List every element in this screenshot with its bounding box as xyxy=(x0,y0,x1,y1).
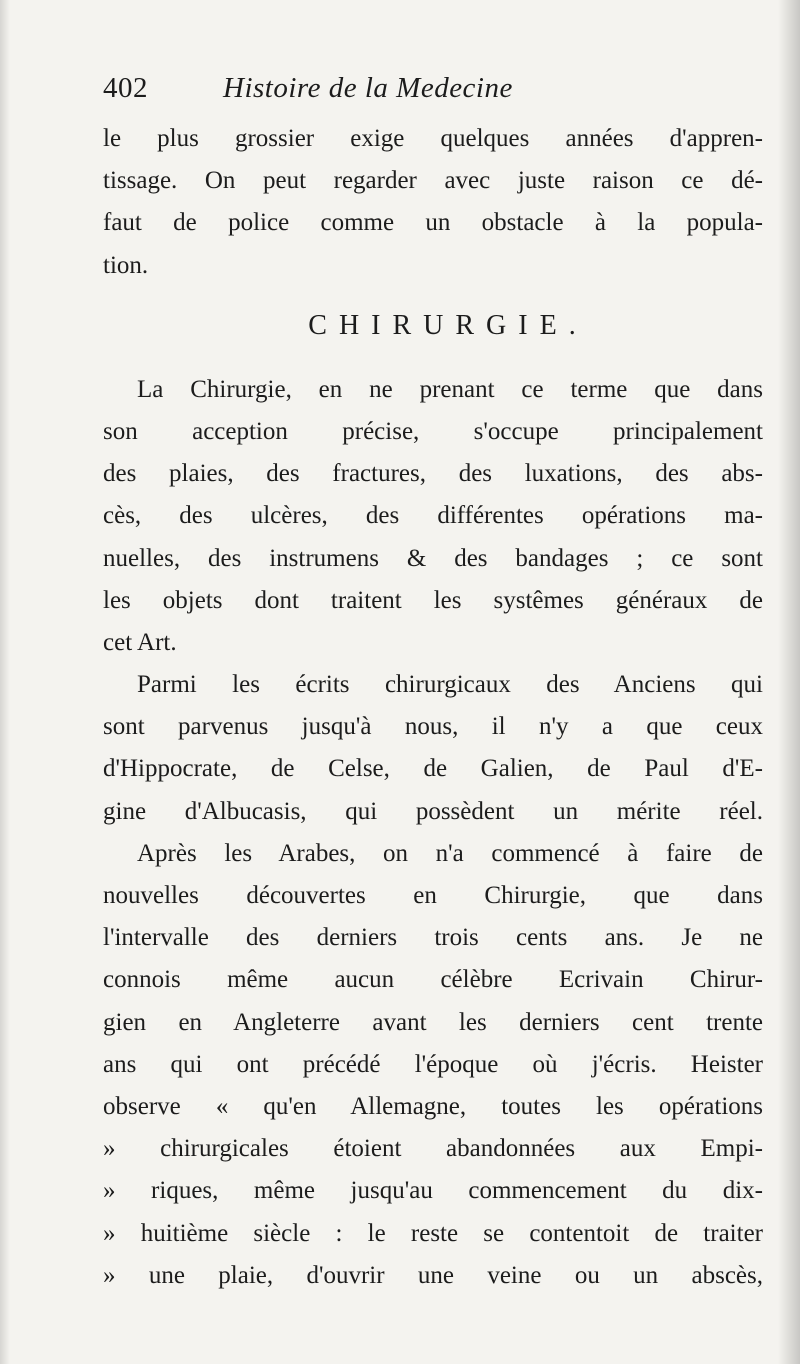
text-line: ans qui ont précédé l'époque où j'écris. Heister xyxy=(103,1050,763,1078)
text-line: nouvelles découvertes en Chirurgie, que dans xyxy=(103,882,763,909)
text-line: cet Art. xyxy=(103,628,177,656)
text-line: tissage. On peut regarder avec juste raison ce dé- xyxy=(103,167,763,195)
text-line: » une plaie, d'ouvrir une veine ou un abscès, xyxy=(103,1261,763,1289)
page-header xyxy=(103,72,763,118)
text-line: l'intervalle des derniers trois cents ans. Je ne xyxy=(103,924,763,952)
text-line: Parmi les écrits chirurgicaux des Anciens qui xyxy=(137,671,763,699)
text-line: tion. xyxy=(103,251,149,279)
text-line: d'Hippocrate, de Celse, de Galien, de Paul d'E- xyxy=(103,755,763,783)
text-line: Après les Arabes, on n'a commencé à faire de xyxy=(137,839,763,867)
text-line: gien en Angleterre avant les derniers cent trente xyxy=(103,1008,763,1036)
paragraph-2 xyxy=(103,369,763,664)
text-line: observe « qu'en Allemagne, toutes les opérations xyxy=(103,1092,763,1120)
text-line: gine d'Albucasis, qui possèdent un mérite réel. xyxy=(103,797,763,825)
running-title: Histoire de la Medecine xyxy=(223,72,513,104)
text-line: son acception précise, s'occupe principalement xyxy=(103,417,763,445)
text-line: des plaies, des fractures, des luxations, des abs- xyxy=(103,460,763,488)
paragraph-1 xyxy=(103,118,763,287)
page-text-block xyxy=(103,72,763,1297)
text-line: cès, des ulcères, des différentes opérations ma- xyxy=(103,502,763,530)
text-line: » huitième siècle : le reste se contentoit de traiter xyxy=(103,1219,763,1247)
text-line: les objets dont traitent les systêmes généraux de xyxy=(103,586,763,614)
text-line: La Chirurgie, en ne prenant ce terme que dans xyxy=(137,375,763,403)
text-line: faut de police comme un obstacle à la popula- xyxy=(103,209,763,237)
text-line: connois même aucun célèbre Ecrivain Chirur- xyxy=(103,966,763,994)
section-title: CHIRURGIE. xyxy=(308,309,588,341)
paragraph-4 xyxy=(103,833,763,1297)
paragraph-3 xyxy=(103,664,763,833)
text-line: » chirurgicales étoient abandonnées aux Empi- xyxy=(103,1135,763,1163)
page-edge-shadow xyxy=(0,0,10,1364)
text-line: le plus grossier exige quelques années d'appren- xyxy=(103,125,763,152)
text-line: » riques, même jusqu'au commencement du dix- xyxy=(103,1177,763,1205)
text-line: sont parvenus jusqu'à nous, il n'y a que ceux xyxy=(103,713,763,741)
text-line: nuelles, des instrumens & des bandages ; ce sont xyxy=(103,544,763,572)
page-number: 402 xyxy=(103,72,148,104)
spine-shadow xyxy=(778,0,800,1364)
